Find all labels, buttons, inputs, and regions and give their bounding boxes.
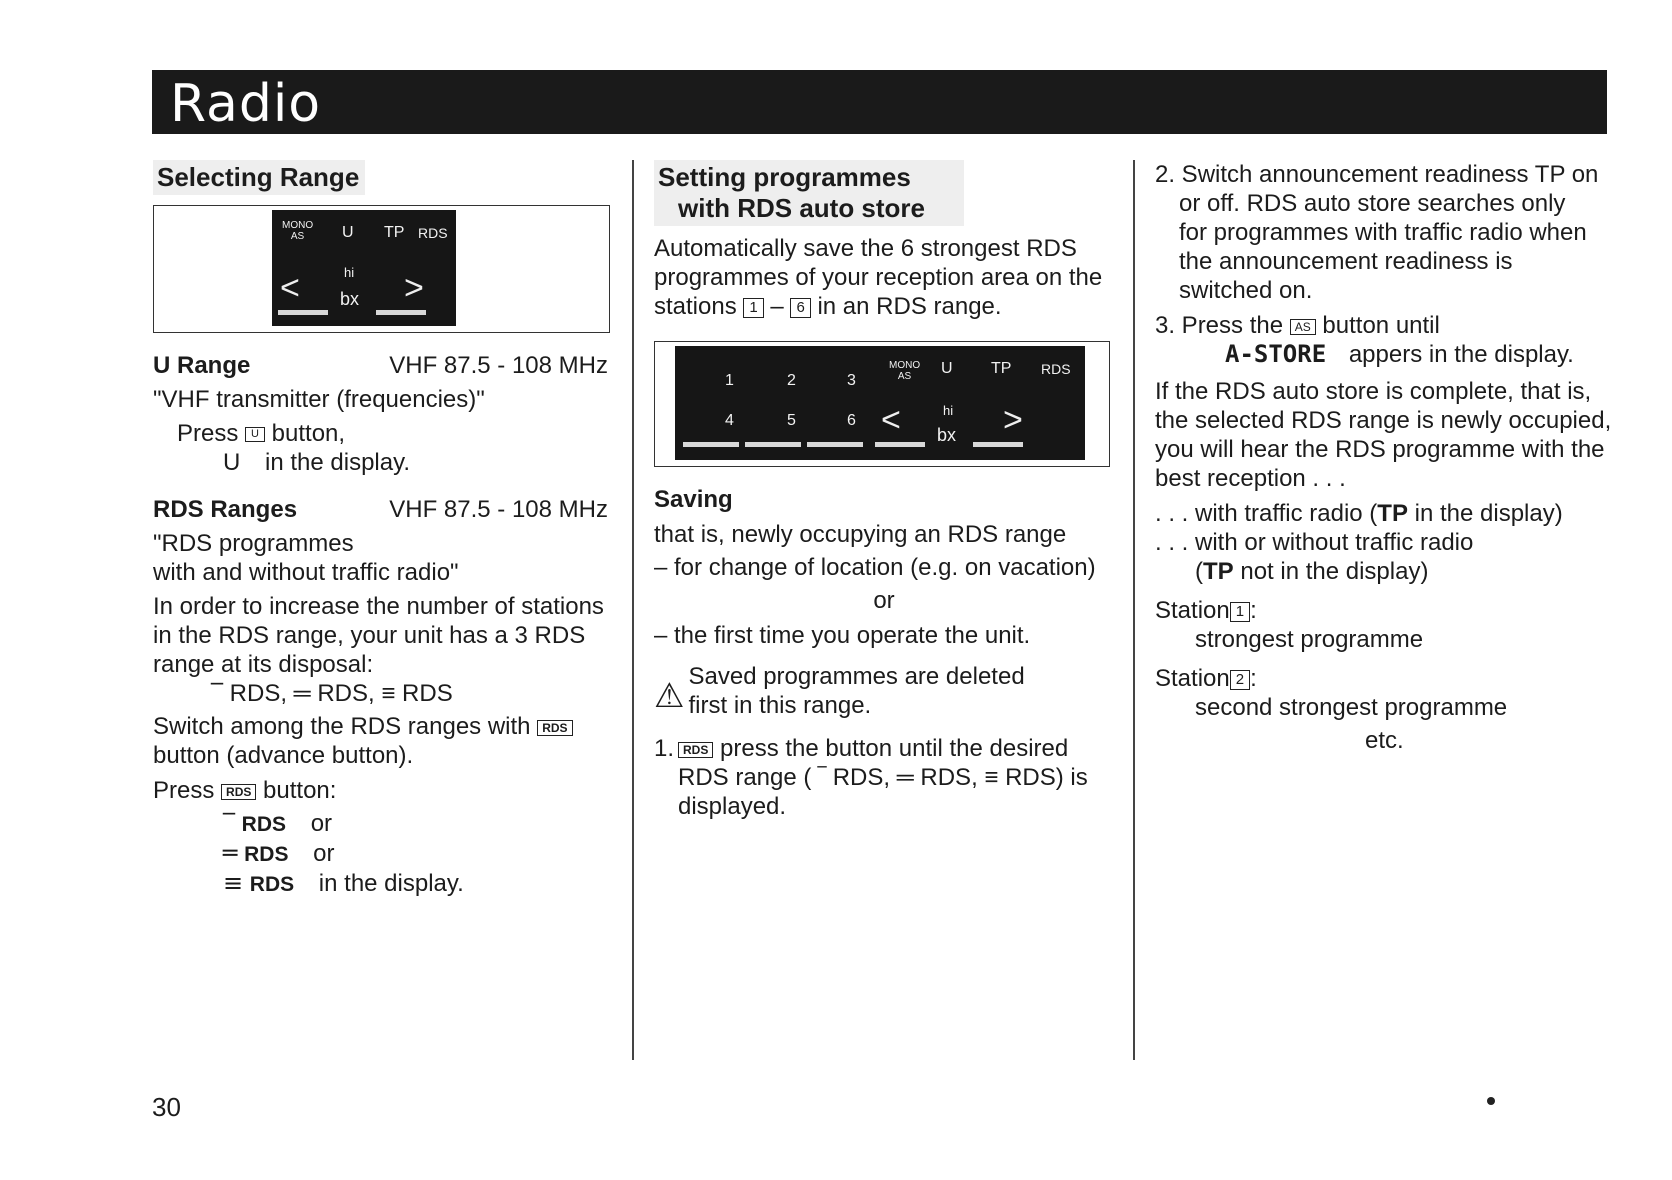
rds-quote-line2: with and without traffic radio" (153, 559, 459, 586)
step-2: 2. Switch announcement readiness TP on or off. RDS auto store searches only for programmes with traffic radio when the announcement readiness is switched on. (1155, 161, 1599, 304)
auto-store-display-box (654, 341, 1110, 467)
display-hi: hi (943, 403, 954, 418)
display-tp: TP (991, 360, 1012, 377)
station-3-label: 3 (847, 372, 856, 389)
display-bar (807, 442, 863, 447)
warning-triangle-icon: ⚠ (654, 676, 685, 716)
station-2-description: second strongest programme (1195, 694, 1508, 721)
display-bar (278, 310, 328, 315)
display-u: U (941, 360, 953, 377)
tp-label: TP (1377, 500, 1408, 527)
switch-text-continued: button (advance button). (153, 742, 414, 769)
selecting-range-heading: Selecting Range (153, 160, 365, 195)
station-1-label: 1 (725, 372, 734, 389)
dash: – (770, 293, 784, 320)
rds-press-suffix: button: (263, 777, 337, 804)
display-bx: bx (340, 289, 360, 309)
paren-open: ( (1195, 558, 1203, 585)
auto-store-heading-line1: Setting programmes (658, 162, 911, 192)
switch-text: Switch among the RDS ranges with (153, 713, 531, 740)
with-tp-suffix: in the display) (1407, 500, 1563, 527)
station-6-label: 6 (847, 412, 856, 429)
u-range-row (153, 351, 608, 380)
section-header-bar (152, 70, 1607, 134)
page-number: 30 (152, 1092, 181, 1122)
display-left-arrow: < (280, 269, 300, 307)
rds-ranges-row (153, 495, 608, 524)
station-2-label: 2 (787, 372, 796, 389)
u-press-suffix: button, (271, 420, 346, 447)
display-u: U (342, 224, 354, 241)
display-mono-as: MONO AS (282, 220, 314, 242)
warning-note (654, 662, 1114, 720)
section-title: Radio (170, 74, 322, 134)
saving-text: that is, newly occupying an RDS range (654, 521, 1067, 548)
display-bar (683, 442, 739, 447)
step-1-body (678, 734, 1114, 821)
double-line-icon: ═ (223, 839, 238, 867)
rds-option-1 (153, 809, 608, 839)
range-display-illustration-box (153, 205, 610, 333)
station-5-label: 5 (787, 412, 796, 429)
station-1-key-icon: 1 (743, 298, 763, 318)
rds-option-2-label: RDS (244, 843, 289, 866)
display-hi: hi (344, 265, 355, 280)
column-divider-right (1133, 160, 1135, 1060)
step-1-number: 1. (654, 735, 675, 762)
station-2-label: Station (1155, 665, 1230, 692)
step-3-line (1155, 311, 1615, 340)
station-1-key-icon: 1 (1230, 602, 1250, 622)
u-display-symbol: U (223, 449, 241, 476)
display-tp: TP (384, 224, 405, 241)
display-bar (745, 442, 801, 447)
rds-button-icon: RDS (221, 784, 256, 800)
etc-text: etc. (1365, 727, 1404, 754)
display-left-arrow: < (881, 401, 901, 439)
u-button-icon: U (245, 427, 265, 442)
rds-button-icon: RDS (537, 720, 572, 736)
rds-button-icon: RDS (678, 742, 713, 758)
saving-bullet-1: – for change of location (e.g. on vacation) (654, 554, 1096, 581)
u-display-line (153, 448, 608, 477)
rds-ranges-frequency: VHF 87.5 - 108 MHz (389, 496, 608, 523)
page-dot-mark (1487, 1097, 1495, 1105)
rds-option-3 (153, 869, 608, 899)
display-right-arrow: > (404, 269, 424, 307)
display-bar (973, 442, 1023, 447)
tp-label: TP (1203, 558, 1234, 585)
with-traffic-radio-line (1155, 499, 1615, 528)
rds-press-line (153, 776, 608, 805)
station-1-line: Station 1 : (1155, 597, 1257, 624)
rds-option-3-text: in the display. (318, 870, 464, 897)
column-divider-left (632, 160, 634, 1060)
single-line-icon: ‾ (211, 679, 223, 707)
rds-range-list-text: RDS, ═ RDS, ≡ RDS (229, 680, 453, 707)
without-traffic-radio-line: . . . with or without traffic radio (1155, 529, 1474, 556)
display-rds: RDS (1041, 361, 1071, 377)
station-1-description: strongest programme (1195, 626, 1424, 653)
rds-ranges-label: RDS Ranges (153, 496, 298, 523)
auto-store-display-panel (675, 346, 1085, 460)
as-button-icon: AS (1290, 319, 1316, 335)
station-2-line: Station 2 : (1155, 665, 1257, 692)
astore-line (1155, 340, 1615, 369)
station-6-key-icon: 6 (790, 298, 810, 318)
tp-not-in-display-line (1155, 557, 1615, 586)
step-3-prefix: 3. Press the (1155, 312, 1284, 339)
auto-store-intro-text: Automatically save the 6 strongest RDS programmes of your reception area on the stations (654, 235, 1103, 320)
u-press-line (153, 419, 608, 448)
rds-option-3-label: RDS (249, 873, 295, 896)
saving-heading: Saving (654, 486, 733, 513)
step-1 (654, 734, 1114, 821)
auto-store-complete-paragraph: If the RDS auto store is complete, that is, the selected RDS range is newly occupied, you will hear the RDS programme with the best reception . . . (1155, 378, 1612, 492)
or-text: or (873, 587, 895, 614)
u-press-prefix: Press (177, 420, 239, 447)
rds-option-2-text: or (313, 840, 335, 867)
station-4-label: 4 (725, 412, 734, 429)
u-range-label: U Range (153, 352, 251, 379)
step-3-suffix: button until (1322, 312, 1440, 339)
rds-option-1-label: RDS (241, 813, 287, 836)
rds-press-prefix: Press (153, 777, 215, 804)
switch-line (153, 712, 608, 741)
right-column (1155, 160, 1615, 755)
rds-option-1-text: or (310, 810, 333, 837)
u-display-text: in the display. (265, 449, 410, 476)
rds-ranges-paragraph: In order to increase the number of stations in the RDS range, your unit has a 3 RDS range at its disposal: (153, 593, 604, 678)
auto-store-heading (654, 160, 964, 226)
astore-display-text: A-STORE (1225, 340, 1327, 368)
display-bar (376, 310, 426, 315)
range-display-panel (272, 210, 456, 326)
with-tp-text: . . . with traffic radio ( (1155, 500, 1378, 527)
rds-option-2 (153, 839, 608, 869)
single-line-icon: ‾ (223, 809, 235, 837)
without-tp-suffix: not in the display) (1233, 558, 1429, 585)
display-rds: RDS (418, 225, 448, 241)
rds-quote-line1: "RDS programmes (153, 530, 354, 557)
warning-text: Saved programmes are deleted first in this range. (688, 663, 1025, 719)
triple-line-icon: ≡ (223, 869, 244, 897)
auto-store-intro-suffix: in an RDS range. (817, 293, 1002, 320)
u-range-quote: "VHF transmitter (frequencies)" (153, 386, 485, 413)
saving-bullet-2: – the first time you operate the unit. (654, 622, 1031, 649)
display-right-arrow: > (1003, 401, 1023, 439)
display-bx: bx (937, 425, 957, 445)
middle-column (654, 160, 1114, 821)
auto-store-heading-line2: with RDS auto store (678, 193, 926, 223)
display-mono-as: MONO AS (889, 360, 921, 382)
step-1-text: press the button until the desired RDS range ( ‾ RDS, ═ RDS, ≡ RDS) is displayed. (678, 735, 1088, 820)
astore-description: appers in the display. (1348, 341, 1574, 368)
left-column (153, 160, 608, 899)
auto-store-intro (654, 234, 1114, 321)
station-1-label: Station (1155, 597, 1230, 624)
station-2-key-icon: 2 (1230, 670, 1250, 690)
u-range-frequency: VHF 87.5 - 108 MHz (389, 352, 608, 379)
rds-range-list (153, 679, 608, 708)
display-bar (875, 442, 925, 447)
